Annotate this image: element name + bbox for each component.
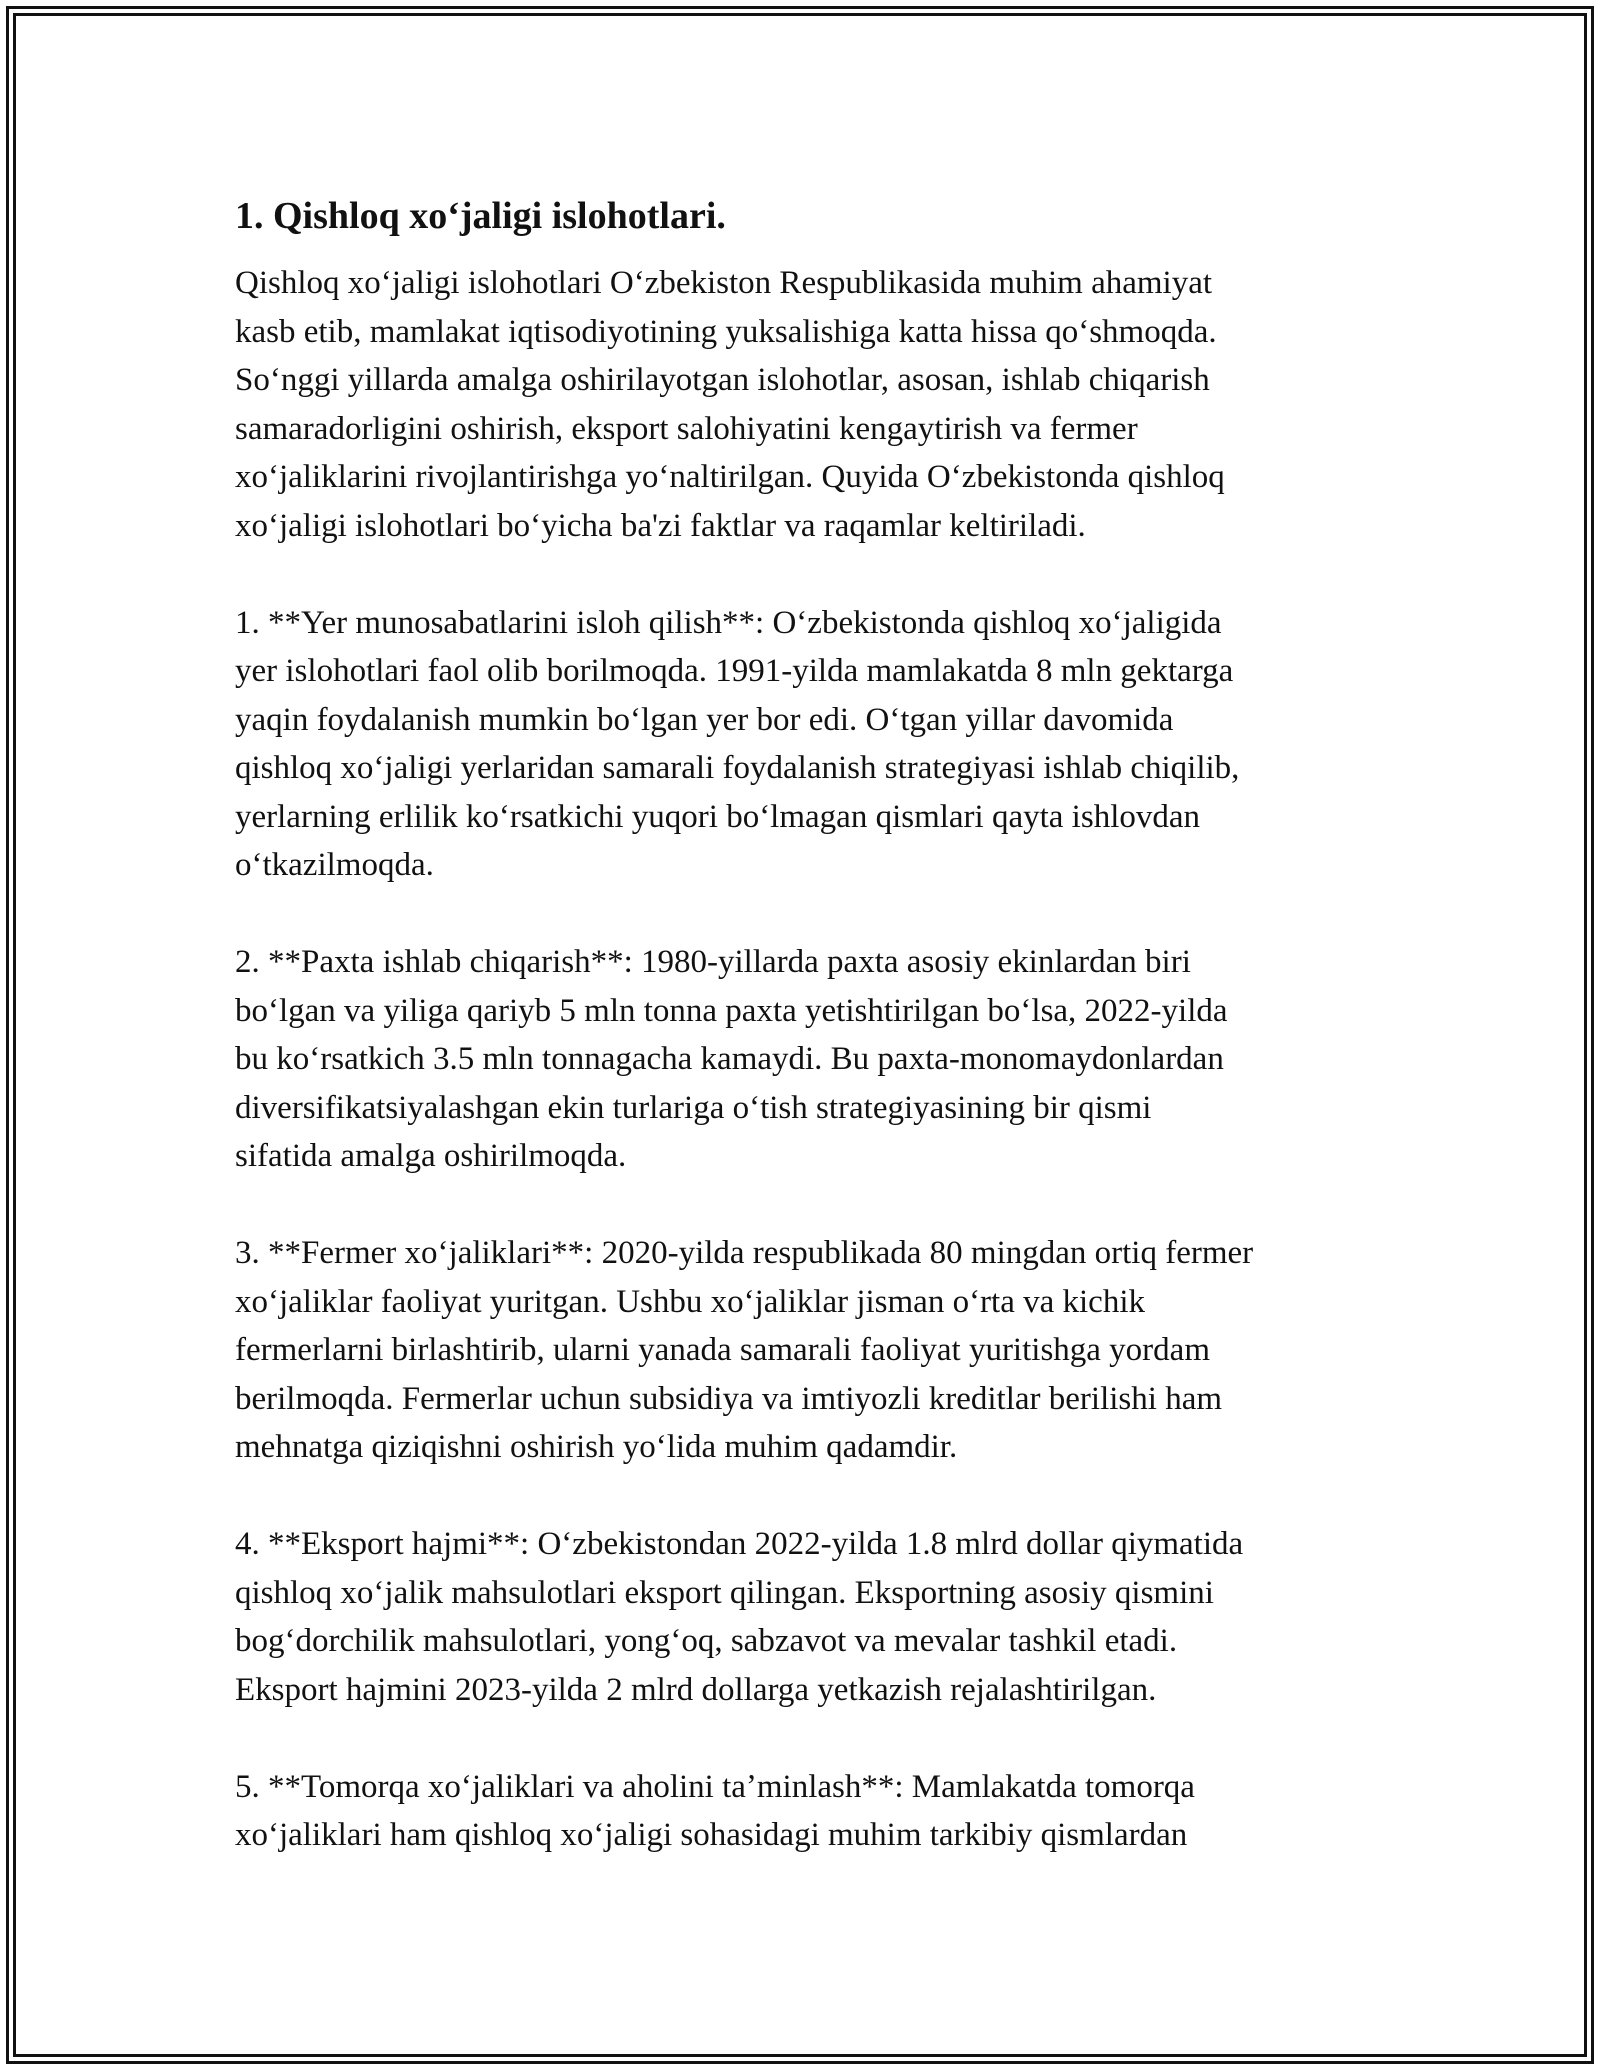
paragraph-export-volume: 4. **Eksport hajmi**: Oʻzbekistondan 2022-yilda 1.8 mlrd dollar qiymatida qishloq xoʻjalik mahsulotlari eksport qilingan. Eksportning asosiy qismini bogʻdorchilik mahsulotlari, yongʻoq, sabzavot va mevalar tashkil etadi. Eksport hajmini 2023-yilda 2 mlrd dollarga yetkazish rejalashtirilgan. bbox=[235, 1526, 1244, 1708]
intro-paragraph: Qishloq xoʻjaligi islohotlari Oʻzbekiston Respublikasida muhim ahamiyat kasb etib, mamlakat iqtisodiyotining yuksalishiga katta hissa qoʻshmoqda. Soʻnggi yillarda amalga oshirilayotgan islohotlar, asosan, ishlab chiqarish samaradorligini oshirish, eksport salohiyatini kengaytirish va fermer xoʻjaliklarini rivojlantirishga yoʻnaltirilgan. Quyida Oʻzbekistonda qishloq xoʻjaligi islohotlari boʻyicha ba'zi faktlar va raqamlar keltiriladi. bbox=[235, 265, 1225, 544]
paragraph-land-reform: 1. **Yer munosabatlarini isloh qilish**: Oʻzbekistonda qishloq xoʻjaligida yer islohotlari faol olib borilmoqda. 1991-yilda mamlakatda 8 mln gektarga yaqin foydalanish mumkin boʻlgan yer bor edi. Oʻtgan yillar davomida qishloq xoʻjaligi yerlaridan samarali foydalanish strategiyasi ishlab chiqilib, yerlarning erlilik koʻrsatkichi yuqori boʻlmagan qismlari qayta ishlovdan oʻtkazilmoqda. bbox=[235, 604, 1240, 883]
document-body bbox=[235, 190, 1395, 1860]
paragraph-farms: 3. **Fermer xoʻjaliklari**: 2020-yilda respublikada 80 mingdan ortiq fermer xoʻjaliklar faoliyat yuritgan. Ushbu xoʻjaliklar jisman oʻrta va kichik fermerlarni birlashtirib, ularni yanada samarali faoliyat yuritishga yordam berilmoqda. Fermerlar uchun subsidiya va imtiyozli kreditlar berilishi ham mehnatga qiziqishni oshirish yoʻlida muhim qadamdir. bbox=[235, 1235, 1254, 1465]
paragraph-cotton-production: 2. **Paxta ishlab chiqarish**: 1980-yillarda paxta asosiy ekinlardan biri boʻlgan va yiliga qariyb 5 mln tonna paxta yetishtirilgan boʻlsa, 2022-yilda bu koʻrsatkich 3.5 mln tonnagacha kamaydi. Bu paxta-monomaydonlardan diversifikatsiyalashgan ekin turlariga oʻtish strategiyasining bir qismi sifatida amalga oshirilmoqda. bbox=[235, 944, 1228, 1174]
paragraph-household-plots: 5. **Tomorqa xoʻjaliklari va aholini taʼminlash**: Mamlakatda tomorqa xoʻjaliklari ham qishloq xoʻjaligi sohasidagi muhim tarkibiy qismlardan bbox=[235, 1768, 1195, 1853]
section-heading: 1. Qishloq xoʻjaligi islohotlari. bbox=[235, 195, 726, 237]
